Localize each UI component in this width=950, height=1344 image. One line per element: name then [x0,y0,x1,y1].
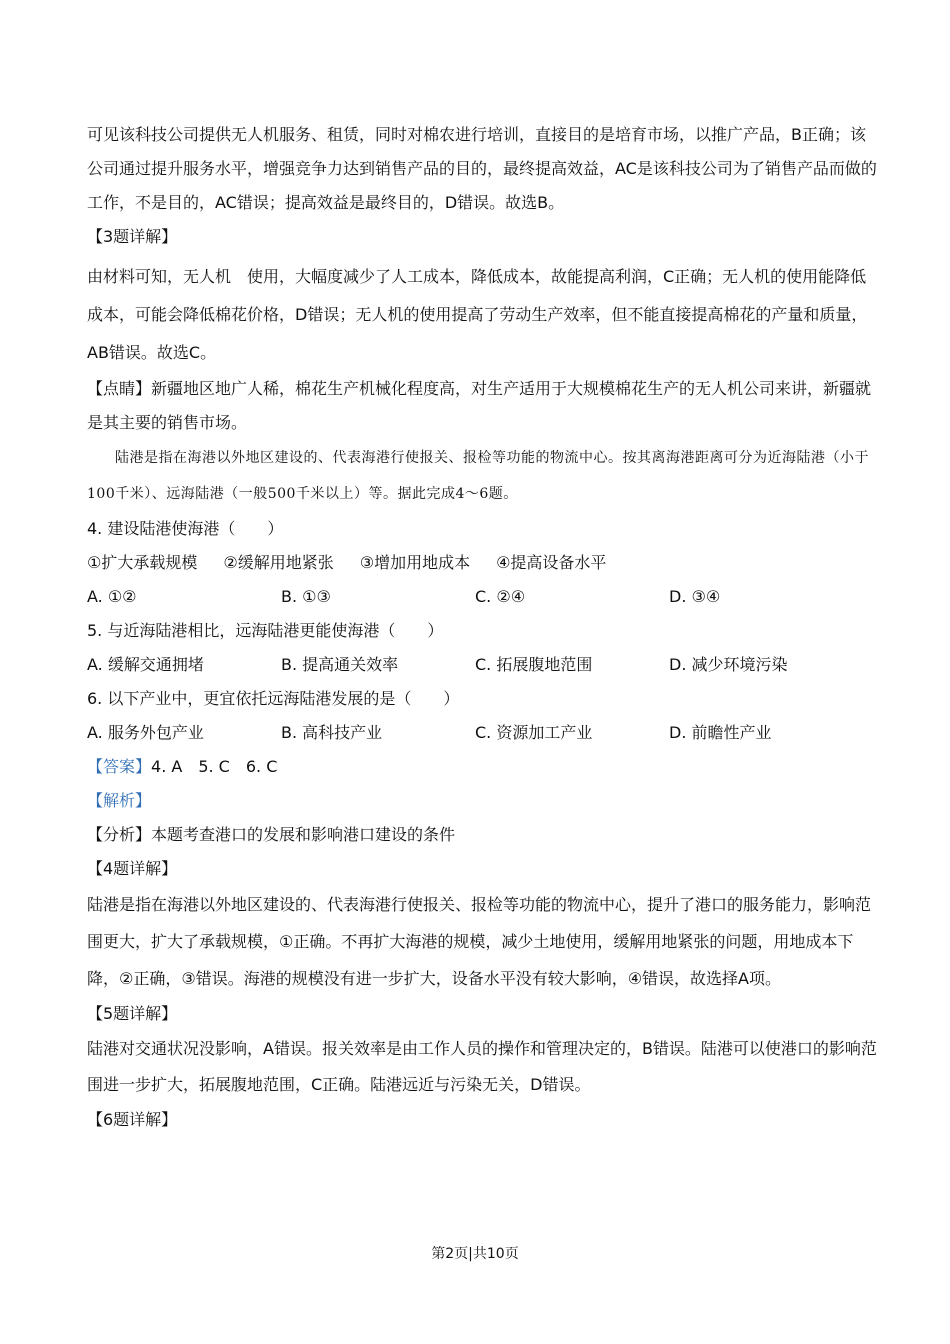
page-footer: 第2页|共10页 [431,1246,519,1262]
question-6: 6. 以下产业中，更宜依托远海陆港发展的是（ ） [87,689,460,708]
option-b: B. ①③ [281,587,331,606]
heading-q6-detail: 【6题详解】 [87,1110,178,1129]
question-5: 5. 与近海陆港相比，远海陆港更能使海港（ ） [87,621,444,640]
paragraph-q3-explanation: 由材料可知，无人机 使用，大幅度减少了人工成本，降低成本，故能提高利润，C正确；无人机的使用能降低成本，可能会降低棉花价格，D错误；无人机的使用提高了劳动生产效率，但不能直接提高棉花的产量和质量，AB错误。故选C。 [87,267,868,362]
paragraph-q5-explanation: 陆港对交通状况没影响，A错误。报关效率是由工作人员的操作和管理决定的，B错误。陆港可以使港口的影响范围进一步扩大，拓展腹地范围，C正确。陆港远近与污染无关，D错误。 [87,1039,877,1094]
reading-passage: 陆港是指在海港以外地区建设的、代表海港行使报关、报检等功能的物流中心。按其离海港距离可分为近海陆港（小于100千米）、远海陆港（一般500千米以上）等。据此完成4～6题。 [87,450,869,502]
statement-4: ④提高设备水平 [496,553,607,572]
option-d: D. 减少环境污染 [669,655,788,674]
paragraph-q4-explanation: 陆港是指在海港以外地区建设的、代表海港行使报关、报检等功能的物流中心，提升了港口的服务能力，影响范围更大，扩大了承载规模，①正确。不再扩大海港的规模，减少土地使用，缓解用地紧张的问题，用地成本下降，②正确，③错误。海港的规模没有进一步扩大，设备水平没有较大影响，④错误，故选择A项。 [87,895,872,988]
answer-label: 【答案】 [87,757,152,776]
statement-3: ③增加用地成本 [359,553,471,572]
option-a: A. ①② [87,587,137,606]
statement-2: ②缓解用地紧张 [223,553,334,572]
option-a: A. 服务外包产业 [87,723,204,742]
option-d: D. ③④ [669,587,721,606]
option-d: D. 前瞻性产业 [669,723,772,742]
paragraph-key-point: 【点睛】新疆地区地广人稀，棉花生产机械化程度高，对生产适用于大规模棉花生产的无人机公司来讲，新疆就是其主要的销售市场。 [87,379,872,432]
question-5-options [87,648,877,682]
question-6-options [87,716,877,750]
question-4-options [87,580,877,614]
answer-line [87,750,877,784]
analysis-summary: 【分析】本题考查港口的发展和影响港口建设的条件 [87,825,456,844]
question-4: 4. 建设陆港使海港（ ） [87,519,284,538]
answer-text: 4. A 5. C 6. C [151,757,278,776]
heading-q5-detail: 【5题详解】 [87,1004,178,1023]
analysis-label: 【解析】 [87,791,152,810]
option-b: B. 高科技产业 [281,723,383,742]
document-body [87,118,877,1137]
heading-q3-detail: 【3题详解】 [87,227,178,246]
option-c: C. 拓展腹地范围 [475,655,593,674]
question-4-statements [87,546,877,580]
option-c: C. 资源加工产业 [475,723,593,742]
statement-1: ①扩大承载规模 [87,553,198,572]
paragraph-q2-explanation: 可见该科技公司提供无人机服务、租赁，同时对棉农进行培训，直接目的是培育市场，以推广产品，B正确；该公司通过提升服务水平，增强竞争力达到销售产品的目的，最终提高效益，AC是该科技公司为了销售产品而做的工作，不是目的，AC错误；提高效益是最终目的，D错误。故选B。 [87,125,877,212]
option-a: A. 缓解交通拥堵 [87,655,204,674]
option-b: B. 提高通关效率 [281,655,399,674]
option-c: C. ②④ [475,587,526,606]
heading-q4-detail: 【4题详解】 [87,859,178,878]
